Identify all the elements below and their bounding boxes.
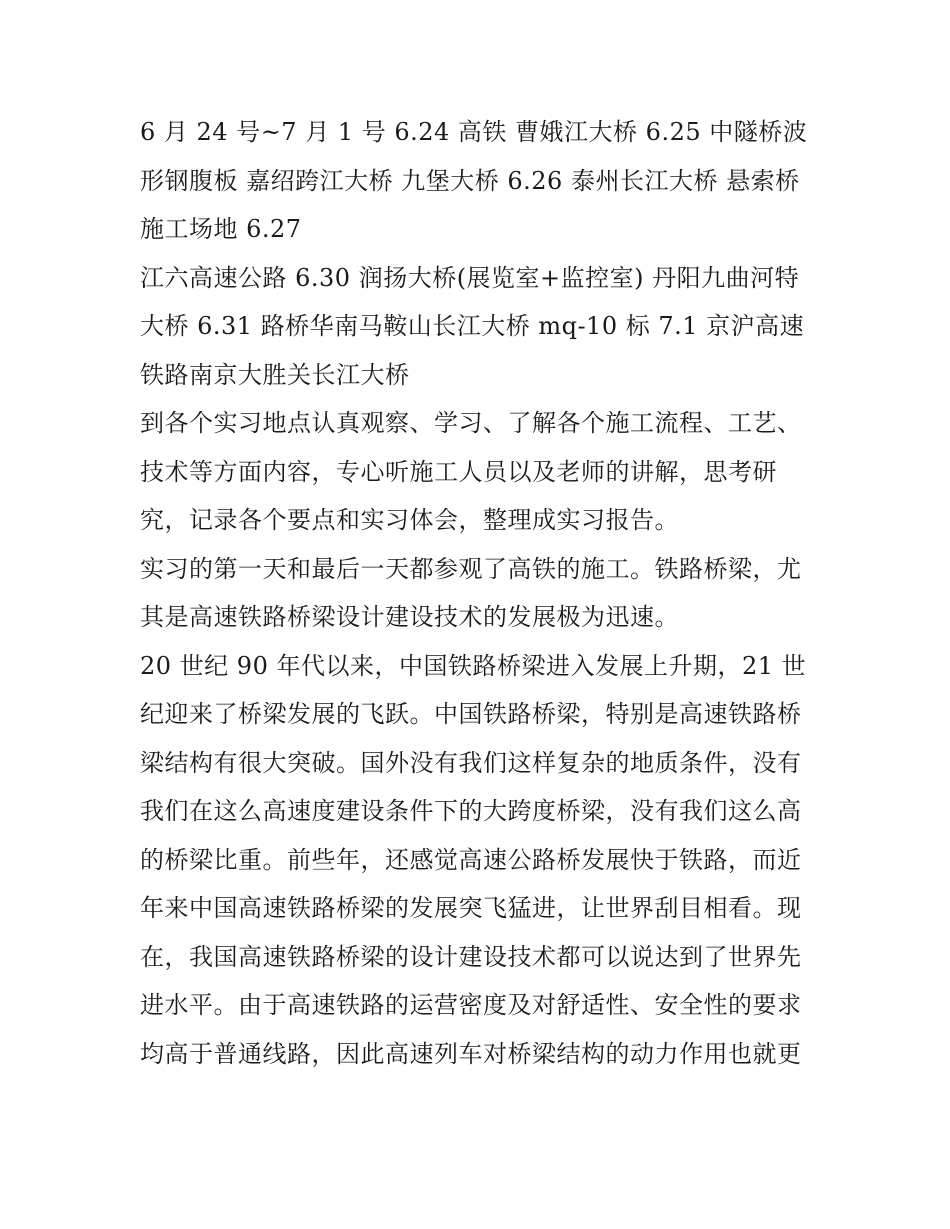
document-body [140,108,812,1078]
paragraph-first-last-day: 实习的第一天和最后一天都参观了高铁的施工。铁路桥梁，尤其是高速铁路桥梁设计建设技术的发展极为迅速。 [140,554,802,631]
paragraph-tasks: 到各个实习地点认真观察、学习、了解各个施工流程、工艺、技术等方面内容，专心听施工人员以及老师的讲解，思考研究，记录各个要点和实习体会，整理成实习报告。 [140,409,802,534]
paragraph-railway-bridges: 20 世纪 90 年代以来，中国铁路桥梁进入发展上升期，21 世纪迎来了桥梁发展的飞跃。中国铁路桥梁，特别是高速铁路桥梁结构有很大突破。国外没有我们这样复杂的地质条件，没有我们在这么高速度建设条件下的大跨度桥梁，没有我们这么高的桥梁比重。前些年，还感觉高速公路桥发展快于铁路，而近年来中国高速铁路桥梁的发展突飞猛进，让世界刮目相看。现在，我国高速铁路桥梁的设计建设技术都可以说达到了世界先进水平。由于高速铁路的运营密度及对舒适性、安全性的要求均高于普通线路，因此高速列车对桥梁结构的动力作用也就更 [140,651,807,1068]
paragraph-sites: 江六高速公路 6.30 润扬大桥(展览室+监控室) 丹阳九曲河特大桥 6.31 路桥华南马鞍山长江大桥 mq-10 标 7.1 京沪高速铁路南京大胜关长江大桥 [140,263,805,389]
paragraph-schedule: 6 月 24 号~7 月 1 号 6.24 高铁 曹娥江大桥 6.25 中隧桥波形钢腹板 嘉绍跨江大桥 九堡大桥 6.26 泰州长江大桥 悬索桥施工场地 6.27 [140,118,808,243]
